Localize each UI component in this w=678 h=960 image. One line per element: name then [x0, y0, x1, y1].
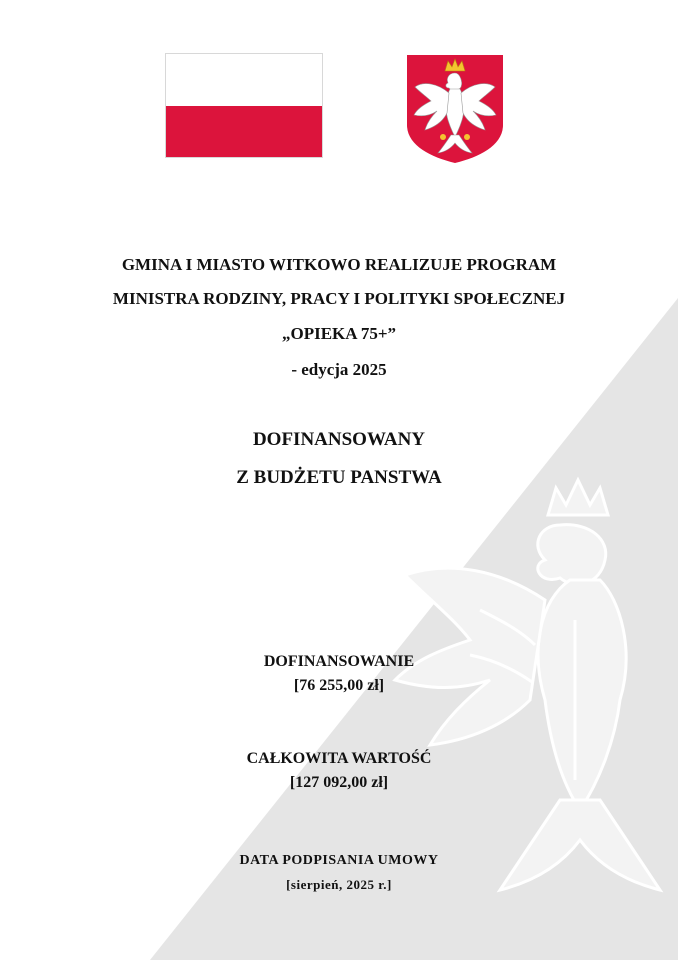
signing-date-label: DATA PODPISANIA UMOWY: [239, 853, 439, 868]
polish-flag-icon: [165, 53, 323, 158]
program-edition: - edycja 2025: [291, 360, 387, 379]
program-name: „OPIEKA 75+”: [281, 324, 397, 343]
total-value-amount: [127 092,00 zł]: [289, 774, 389, 791]
funding-heading-line-1: DOFINANSOWANY: [252, 429, 426, 450]
program-title-line-2: MINISTRA RODZINY, PRACY I POLITYKI SPOŁECZNEJ: [112, 289, 566, 308]
cofunding-value: [76 255,00 zł]: [293, 677, 385, 694]
signing-date-value: [sierpień, 2025 r.]: [286, 877, 392, 892]
polish-coat-of-arms-icon: [405, 53, 505, 165]
cofunding-label: DOFINANSOWANIE: [263, 653, 415, 670]
program-title-line-1: GMINA I MIASTO WITKOWO REALIZUJE PROGRAM: [121, 255, 557, 274]
total-value-label: CAŁKOWITA WARTOŚĆ: [246, 750, 432, 767]
funding-heading-line-2: Z BUDŻETU PANSTWA: [236, 467, 442, 488]
